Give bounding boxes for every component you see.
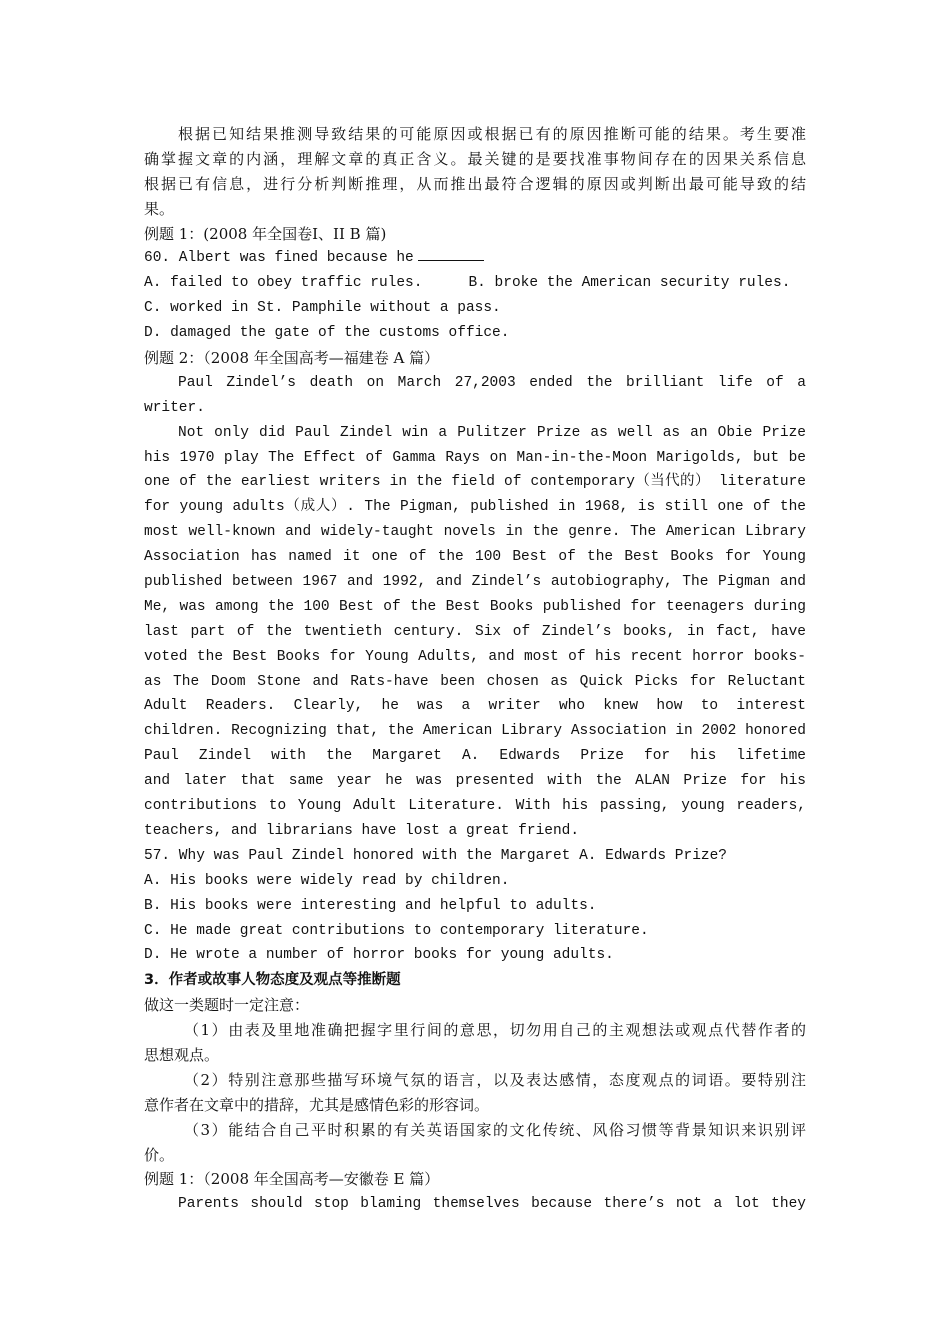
answer-blank: [418, 246, 484, 261]
passage-line: Parents should stop blaming themselves because there’s not a lot they: [178, 1196, 806, 1213]
list-item-line: 价。: [144, 1145, 175, 1164]
list-item-line: 思想观点。: [144, 1045, 220, 1064]
passage-line: and later that same year he was presented with the ALAN Prize for his: [144, 773, 806, 790]
option-row: [144, 271, 806, 296]
option-c: C. worked in St. Pamphile without a pass.: [144, 300, 501, 317]
intro-line: 根据已知结果推测导致结果的可能原因或根据已有的原因推断可能的结果。考生要准: [178, 125, 806, 143]
passage-line: contributions to Young Adult Literature. With his passing, young readers,: [144, 798, 806, 815]
passage-line: most well-known and widely-taught novels in the genre. The American Library: [144, 524, 806, 541]
question-line: [144, 246, 806, 271]
passage-line: Paul Zindel with the Margaret A. Edwards Prize for his lifetime: [144, 748, 806, 765]
option-a: A. His books were widely read by children.: [144, 872, 510, 889]
option-b: B. His books were interesting and helpful to adults.: [144, 897, 597, 914]
list-item-line: （2）特别注意那些描写环境气氛的语言，以及表达感情，态度观点的词语。要特别注: [184, 1070, 806, 1089]
passage-line: Adult Readers. Clearly, he was a writer who knew how to interest: [144, 698, 806, 715]
section-heading: 3．作者或故事人物态度及观点等推断题: [144, 972, 401, 989]
passage-line: last part of the twentieth century. Six of Zindel’s books, in fact, have: [144, 623, 806, 640]
passage-line: Paul Zindel’s death on March 27,2003 ended the brilliant life of a: [178, 374, 806, 391]
passage-line: Association has named it one of the 100 Best of the Best Books for Young: [144, 549, 806, 566]
document-page: [144, 122, 806, 1217]
passage-line: children. Recognizing that, the American Library Association in 2002 honored: [144, 723, 806, 740]
list-item-line: （3）能结合自己平时积累的有关英语国家的文化传统、风俗习惯等背景知识来识别评: [184, 1120, 806, 1139]
intro-line: 根据已有信息，进行分析判断推理，从而推出最符合逻辑的原因或判断出最可能导致的结: [144, 174, 806, 193]
list-item-line: （1）由表及里地准确把握字里行间的意思，切勿用自己的主观想法或观点代替作者的: [184, 1021, 806, 1040]
option-d: D. He wrote a number of horror books for young adults.: [144, 947, 614, 964]
example-heading: 例题 1：（2008 年全国高考—安徽卷 E 篇）: [144, 1170, 440, 1189]
passage-line: as The Doom Stone and Rats-have been chosen as Quick Picks for Reluctant: [144, 673, 806, 690]
option-d: D. damaged the gate of the customs office.: [144, 325, 510, 342]
intro-line: 果。: [144, 199, 175, 218]
passage-line: published between 1967 and 1992, and Zindel’s autobiography, The Pigman and: [144, 574, 806, 591]
passage-line: Not only did Paul Zindel win a Pulitzer Prize as well as an Obie Prize: [178, 424, 806, 441]
example-heading: 例题 2：（2008 年全国高考—福建卷 A 篇）: [144, 349, 440, 368]
list-item-line: 意作者在文章中的措辞，尤其是感情色彩的形容词。: [144, 1095, 490, 1114]
passage-line: voted the Best Books for Young Adults, and most of his recent horror books-: [144, 648, 806, 665]
passage-line: writer.: [144, 399, 205, 416]
option-a: A. failed to obey traffic rules.: [144, 275, 423, 292]
passage-line: for young adults（成人）. The Pigman, published in 1968, is still one of the: [144, 499, 806, 516]
question-text: 60. Albert was fined because he: [144, 250, 414, 267]
section-note: 做这一类题时一定注意：: [144, 996, 310, 1015]
passage-line: his 1970 play The Effect of Gamma Rays on Man-in-the-Moon Marigolds, but be: [144, 449, 806, 466]
example-heading: 例题 1：(2008 年全国卷Ⅰ、II B 篇): [144, 224, 387, 243]
passage-line: teachers, and librarians have lost a great friend.: [144, 822, 580, 839]
option-b: B. broke the American security rules.: [468, 275, 791, 292]
passage-line: Me, was among the 100 Best of the Best Books published for teenagers during: [144, 598, 806, 615]
option-c: C. He made great contributions to contemporary literature.: [144, 922, 649, 939]
question-line: 57. Why was Paul Zindel honored with the Margaret A. Edwards Prize?: [144, 847, 727, 864]
intro-line: 确掌握文章的内涵，理解文章的真正含义。最关键的是要找准事物间存在的因果关系信息: [144, 149, 806, 168]
passage-line: one of the earliest writers in the field of contemporary（当代的） literature: [144, 474, 806, 491]
